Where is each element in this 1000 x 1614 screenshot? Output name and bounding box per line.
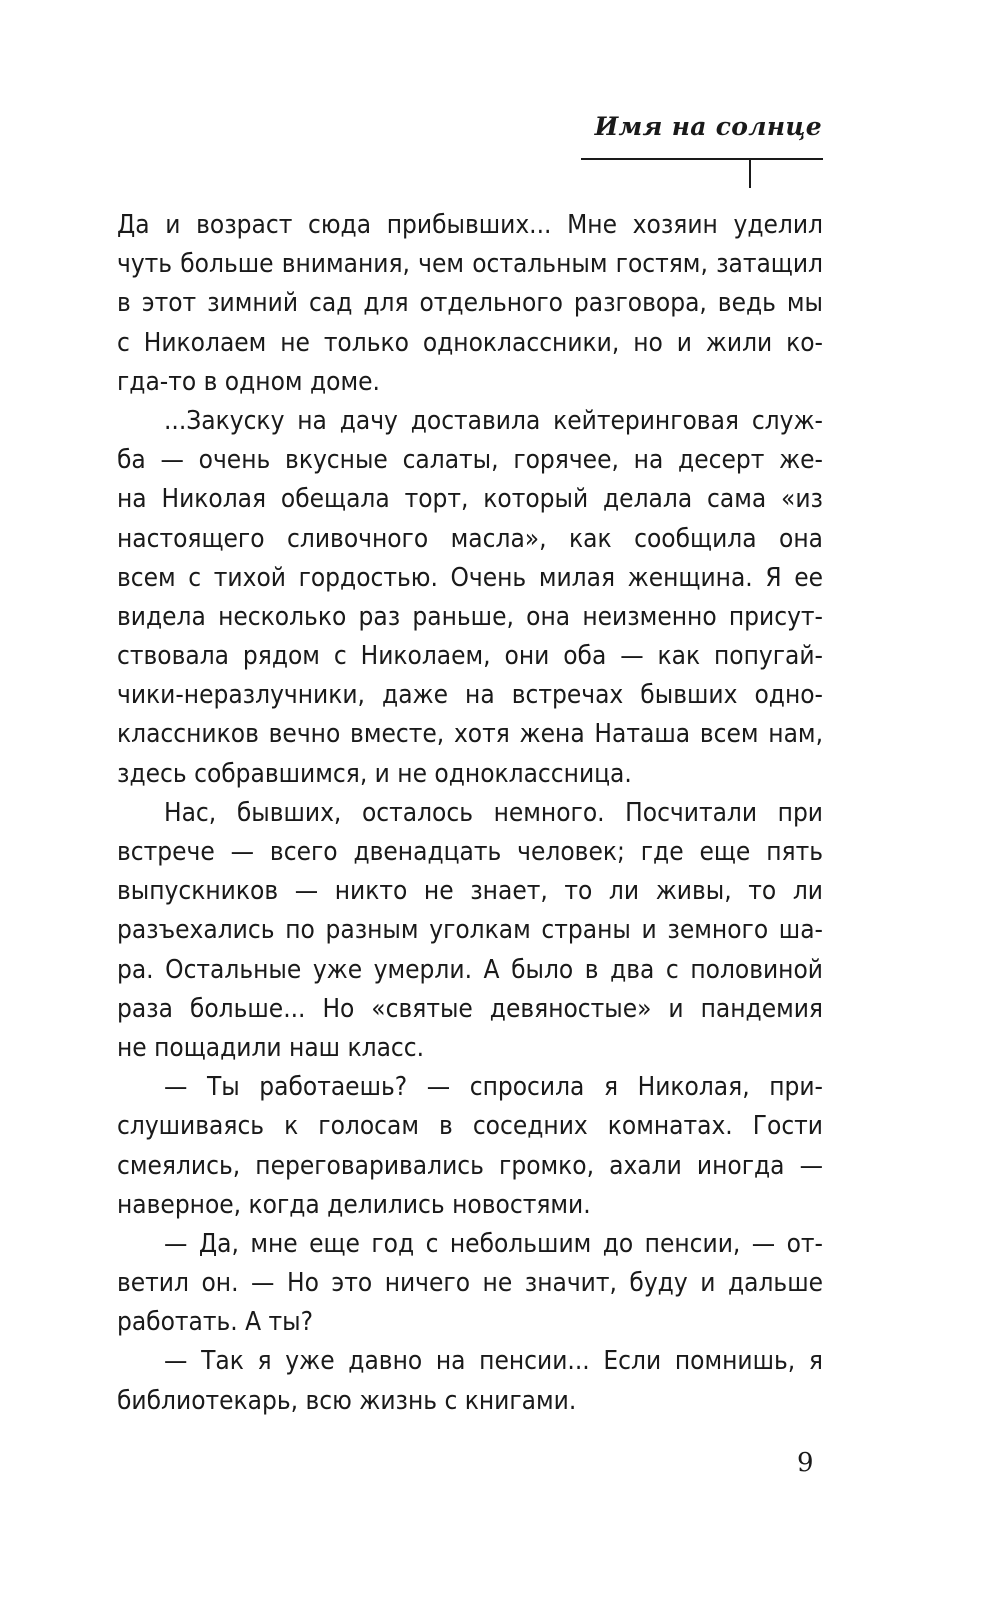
text-line: работать. А ты? [117,1307,314,1338]
text-line: чики-неразлучники, даже на встречах бывших одно- [117,680,823,711]
text-line: здесь собравшимся, и не одноклассница. [117,758,632,789]
text-line: ра. Остальные уже умерли. А было в два с половиной [117,954,823,985]
text-line: видела несколько раз раньше, она неизменно присут- [117,601,823,632]
text-line: раза больше... Но «святые девяностые» и пандемия [117,993,823,1024]
header-rule-tick [749,160,751,188]
text-line: гда-то в одном доме. [117,366,380,397]
text-line: ба — очень вкусные салаты, горячее, на десерт же- [117,445,823,476]
text-line: в этот зимний сад для отдельного разговора, ведь мы [117,288,823,319]
text-line: смеялись, переговаривались громко, ахали иногда — [117,1150,823,1181]
text-line: ствовала рядом с Николаем, они оба — как попугай- [117,641,823,672]
text-line: — Так я уже давно на пенсии... Если помнишь, я [164,1346,823,1377]
header-rule [581,158,823,160]
text-line: слушиваясь к голосам в соседних комнатах. Гости [117,1111,823,1142]
text-line: ...Закуску на дачу доставила кейтеринговая служ- [164,405,823,436]
text-line: классников вечно вместе, хотя жена Наташа всем нам, [117,719,823,750]
paragraph [117,1225,823,1343]
text-line: Нас, бывших, осталось немного. Посчитали при [164,797,823,828]
paragraph [117,206,823,402]
text-line: Да и возраст сюда прибывших... Мне хозяин уделил [117,210,823,240]
text-line: библиотекарь, всю жизнь с книгами. [117,1385,577,1416]
text-line: разъехались по разным уголкам страны и земного ша- [117,915,823,946]
paragraph [117,402,823,794]
paragraph [117,1342,823,1420]
text-line: настоящего сливочного масла», как сообщила она [117,523,823,554]
text-line: наверное, когда делились новостями. [117,1189,591,1220]
text-line: выпускников — никто не знает, то ли живы, то ли [117,876,823,907]
text-line: ветил он. — Но это ничего не значит, буду и дальше [117,1268,823,1299]
body-text [117,206,823,1421]
text-line: не пощадили наш класс. [117,1032,425,1063]
text-line: всем с тихой гордостью. Очень милая женщина. Я ее [117,562,823,593]
text-line: — Да, мне еще год с небольшим до пенсии, — от- [164,1228,823,1259]
text-line: чуть больше внимания, чем остальным гостям, затащил [117,249,823,280]
text-line: встрече — всего двенадцать человек; где еще пять [117,837,823,867]
running-head-title: Имя на солнце [594,112,822,141]
text-line: на Николая обещала торт, который делала сама «из [117,484,823,515]
page-number: 9 [797,1448,814,1478]
text-line: с Николаем не только одноклассники, но и жили ко- [117,327,823,358]
paragraph [117,794,823,1068]
text-line: — Ты работаешь? — спросила я Николая, при- [164,1072,823,1103]
paragraph [117,1068,823,1225]
